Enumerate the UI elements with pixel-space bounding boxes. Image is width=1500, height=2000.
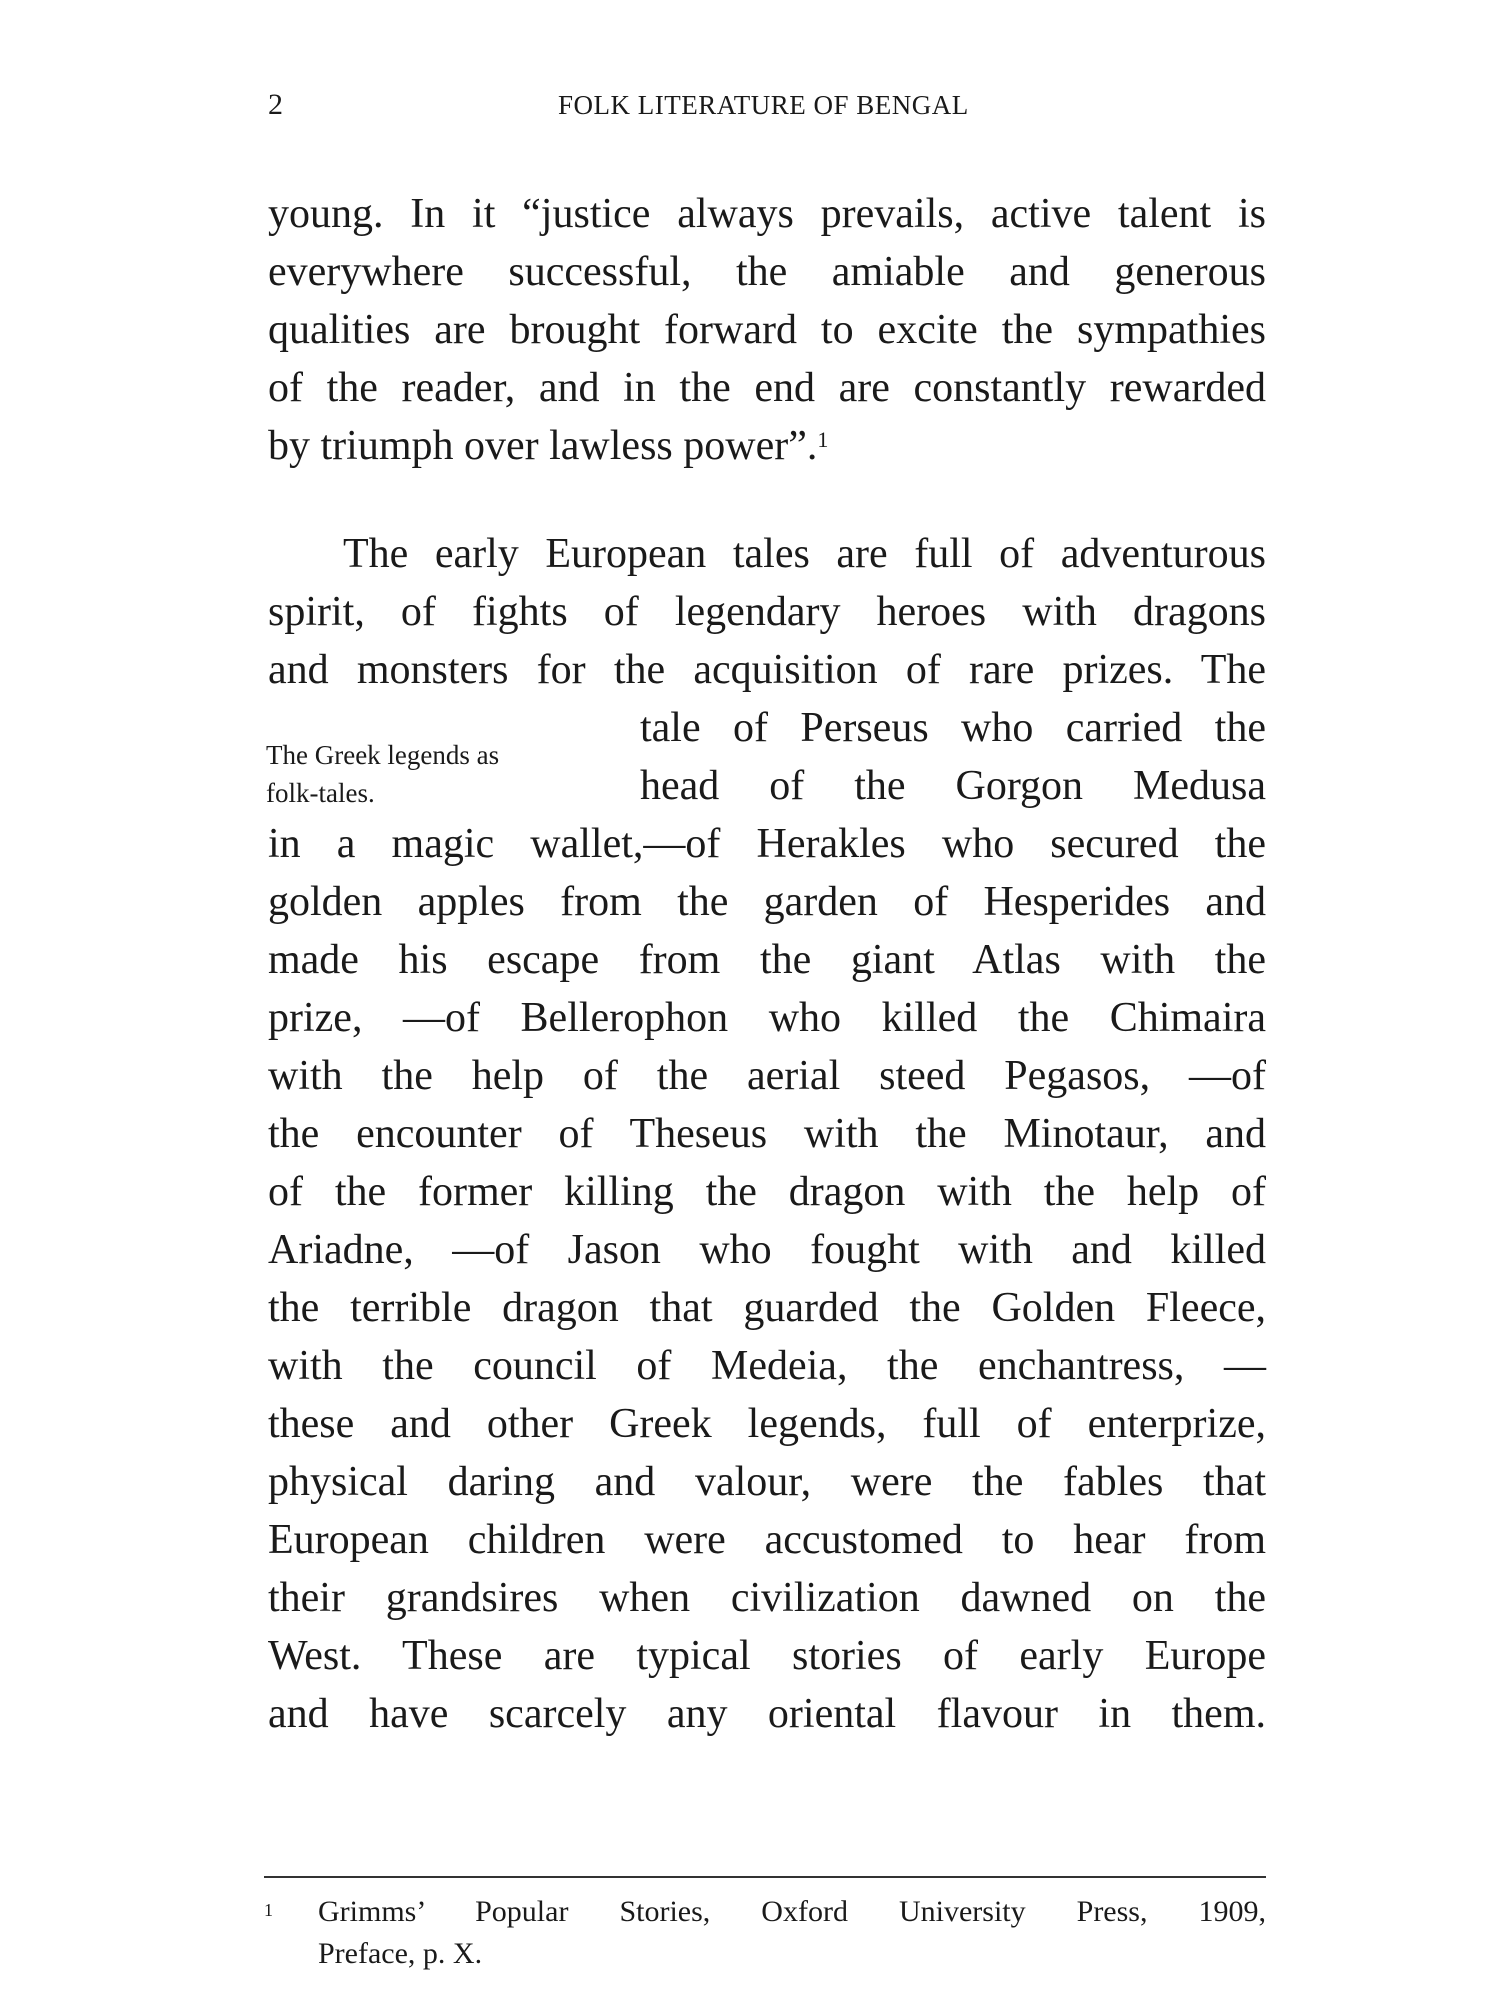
- text-line: the encounter of Theseus with the Minotaur, and: [268, 1111, 1266, 1157]
- footnote-divider: [264, 1876, 1266, 1878]
- text-line: and monsters for the acquisition of rare prizes. The: [268, 647, 1266, 693]
- text-line: these and other Greek legends, full of enterprize,: [268, 1401, 1266, 1447]
- text-line: The early European tales are full of adventurous: [343, 531, 1266, 577]
- running-head: FOLK LITERATURE OF BENGAL: [558, 90, 969, 120]
- text-line: West. These are typical stories of early Europe: [268, 1633, 1266, 1679]
- footnote-line: Preface, p. X.: [318, 1937, 483, 1970]
- footnote-reference: 1: [817, 427, 829, 452]
- side-note: [266, 736, 626, 812]
- text-line: Ariadne, —of Jason who fought with and killed: [268, 1227, 1266, 1273]
- text-line: physical daring and valour, were the fables that: [268, 1459, 1266, 1505]
- text-line: prize, —of Bellerophon who killed the Chimaira: [268, 995, 1266, 1041]
- text-line: of the reader, and in the end are constantly rewarded: [268, 365, 1266, 411]
- text-line: of the former killing the dragon with the help of: [268, 1169, 1266, 1215]
- text-line: young. In it “justice always prevails, active talent is: [268, 191, 1266, 237]
- footnote-marker: 1: [264, 1900, 273, 1920]
- text-line: spirit, of fights of legendary heroes with dragons: [268, 589, 1266, 635]
- text-line: European children were accustomed to hear from: [268, 1517, 1266, 1563]
- text-line: qualities are brought forward to excite the sympathies: [268, 307, 1266, 353]
- text-line: their grandsires when civilization dawned on the: [268, 1575, 1266, 1621]
- footnote-line: Grimms’ Popular Stories, Oxford University Press, 1909,: [318, 1895, 1266, 1928]
- text-line: made his escape from the giant Atlas with the: [268, 937, 1266, 983]
- text-line: tale of Perseus who carried the: [640, 705, 1266, 751]
- side-note-line: The Greek legends as: [266, 740, 500, 770]
- text-line: with the help of the aerial steed Pegasos, —of: [268, 1053, 1266, 1099]
- text-line: golden apples from the garden of Hesperides and: [268, 879, 1266, 925]
- text-line: with the council of Medeia, the enchantress, —: [268, 1343, 1266, 1389]
- text-line: [268, 420, 1266, 472]
- side-note-line: folk-tales.: [266, 778, 375, 808]
- page-number: 2: [268, 88, 283, 121]
- text-line: head of the Gorgon Medusa: [640, 763, 1266, 809]
- text-line: everywhere successful, the amiable and generous: [268, 249, 1266, 295]
- text-line: the terrible dragon that guarded the Golden Fleece,: [268, 1285, 1266, 1331]
- text-line: in a magic wallet,—of Herakles who secured the: [268, 821, 1266, 867]
- text-line: and have scarcely any oriental flavour in them.: [268, 1691, 1266, 1737]
- text-line-content: by triumph over lawless power”.: [268, 423, 818, 469]
